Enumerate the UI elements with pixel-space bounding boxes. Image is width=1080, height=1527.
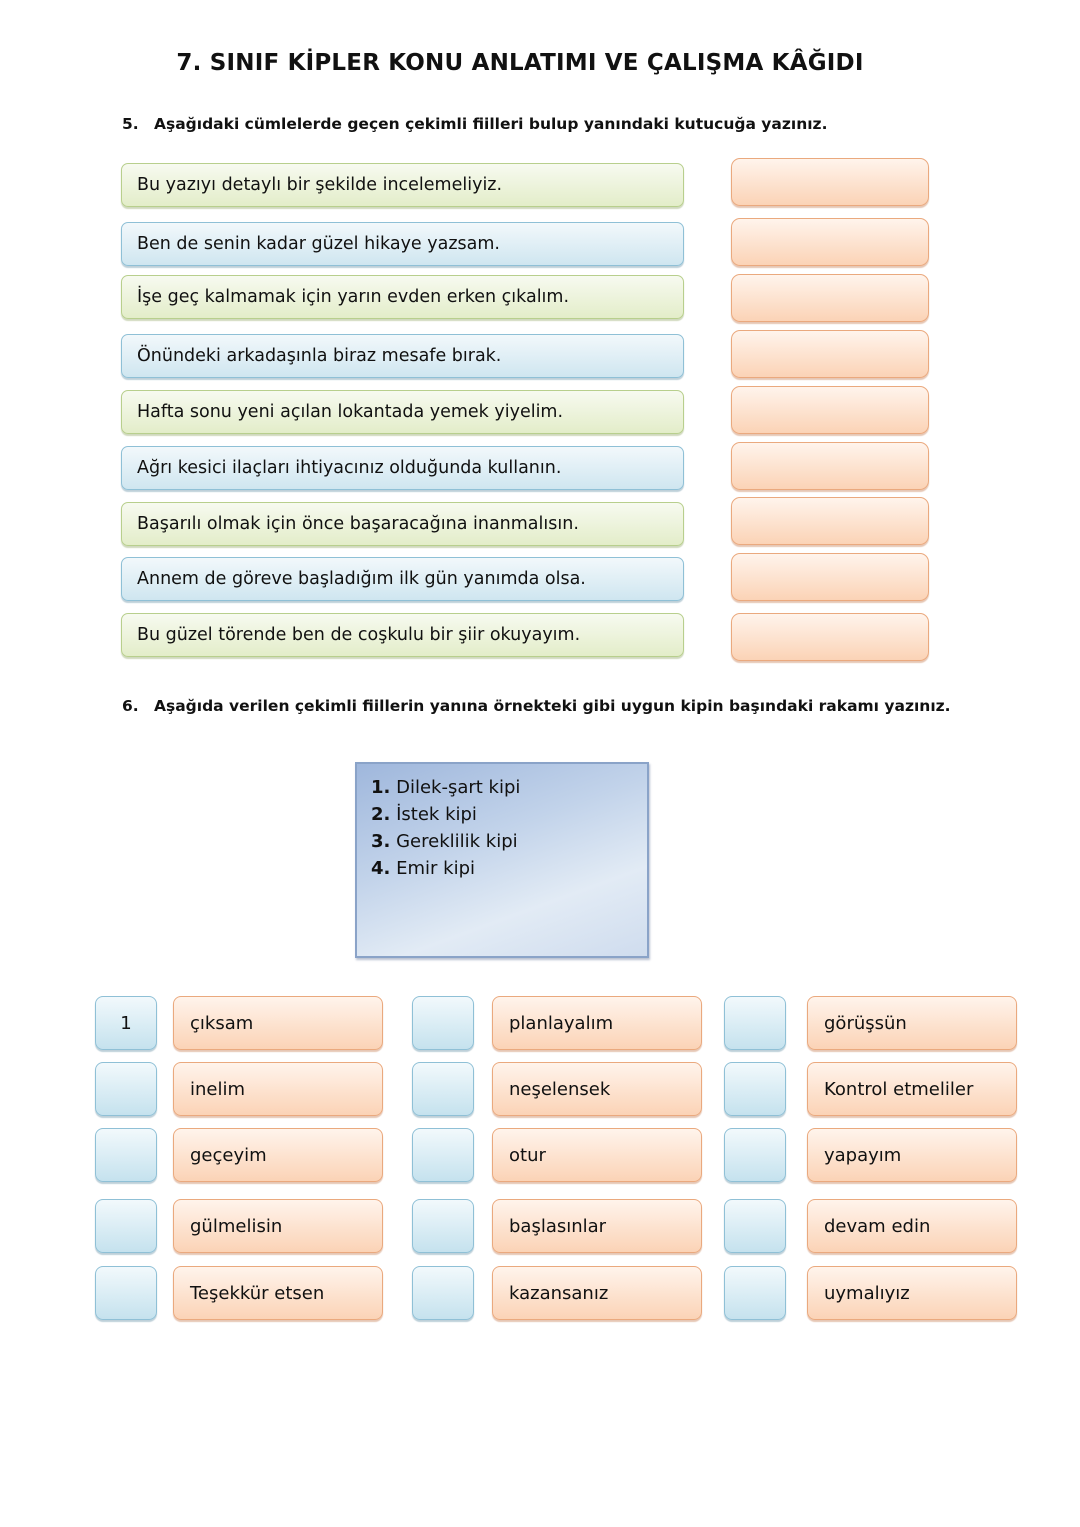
legend-label: Dilek-şart kipi — [396, 777, 521, 798]
verb-box: gülmelisin — [173, 1199, 383, 1253]
number-answer-box[interactable] — [95, 1128, 157, 1182]
verb-box: inelim — [173, 1062, 383, 1116]
sentence-text: Annem de göreve başladığım ilk gün yanımda olsa. — [137, 569, 586, 589]
number-answer-box[interactable] — [412, 996, 474, 1050]
legend-number: 2. — [371, 804, 391, 825]
number-answer-box[interactable] — [412, 1199, 474, 1253]
sentence-text: İşe geç kalmamak için yarın evden erken çıkalım. — [137, 287, 570, 307]
number-answer-box[interactable] — [95, 1266, 157, 1320]
sentence-text: Bu güzel törende ben de coşkulu bir şiir okuyayım. — [137, 625, 581, 645]
page-title: 7. SINIF KİPLER KONU ANLATIMI VE ÇALIŞMA KÂĞIDI — [176, 50, 864, 76]
verb-box: devam edin — [807, 1199, 1017, 1253]
number-answer-box[interactable]: 1 — [95, 996, 157, 1050]
sentence-box — [121, 222, 684, 266]
legend-label: Gereklilik kipi — [396, 831, 518, 852]
answer-input-box[interactable] — [731, 553, 929, 601]
sentence-box — [121, 163, 684, 207]
number-answer-box[interactable] — [724, 996, 786, 1050]
answer-input-box[interactable] — [731, 497, 929, 545]
number-answer-box[interactable] — [724, 1266, 786, 1320]
legend-number: 1. — [371, 777, 391, 798]
verb-box: neşelensek — [492, 1062, 702, 1116]
question-5-prompt — [122, 115, 827, 133]
answer-input-box[interactable] — [731, 386, 929, 434]
sentence-box — [121, 557, 684, 601]
legend-item — [371, 801, 633, 828]
sentence-text: Başarılı olmak için önce başaracağına inanmalısın. — [137, 514, 579, 534]
sentence-text: Ben de senin kadar güzel hikaye yazsam. — [137, 234, 500, 254]
number-answer-box[interactable] — [412, 1062, 474, 1116]
verb-box: planlayalım — [492, 996, 702, 1050]
verb-box: Teşekkür etsen — [173, 1266, 383, 1320]
sentence-text: Hafta sonu yeni açılan lokantada yemek yiyelim. — [137, 402, 564, 422]
sentence-box — [121, 390, 684, 434]
legend-label: İstek kipi — [396, 804, 477, 825]
question-5-number: 5. — [122, 115, 139, 133]
question-5-text: Aşağıdaki cümlelerde geçen çekimli fiilleri bulup yanındaki kutucuğa yazınız. — [154, 115, 828, 133]
question-6-number: 6. — [122, 697, 139, 715]
answer-input-box[interactable] — [731, 613, 929, 661]
number-answer-box[interactable] — [412, 1266, 474, 1320]
mood-legend-box — [355, 762, 649, 958]
verb-box: uymalıyız — [807, 1266, 1017, 1320]
verb-box: kazansanız — [492, 1266, 702, 1320]
legend-number: 3. — [371, 831, 391, 852]
answer-input-box[interactable] — [731, 442, 929, 490]
number-answer-box[interactable] — [412, 1128, 474, 1182]
legend-item — [371, 774, 633, 801]
sentence-box — [121, 446, 684, 490]
legend-label: Emir kipi — [396, 858, 475, 879]
question-6-text: Aşağıda verilen çekimli fiillerin yanına örnekteki gibi uygun kipin başındaki rakamı yazınız. — [154, 697, 951, 715]
sentence-box — [121, 275, 684, 319]
answer-input-box[interactable] — [731, 330, 929, 378]
number-answer-box[interactable] — [95, 1199, 157, 1253]
sentence-text: Önündeki arkadaşınla biraz mesafe bırak. — [137, 346, 502, 366]
legend-item — [371, 828, 633, 855]
sentence-box — [121, 613, 684, 657]
verb-box: yapayım — [807, 1128, 1017, 1182]
verb-box: geçeyim — [173, 1128, 383, 1182]
sentence-text: Ağrı kesici ilaçları ihtiyacınız olduğunda kullanın. — [137, 458, 562, 478]
number-answer-box[interactable] — [95, 1062, 157, 1116]
verb-box: çıksam — [173, 996, 383, 1050]
number-answer-box[interactable] — [724, 1199, 786, 1253]
legend-number: 4. — [371, 858, 391, 879]
legend-item — [371, 855, 633, 882]
verb-box: otur — [492, 1128, 702, 1182]
answer-input-box[interactable] — [731, 274, 929, 322]
verb-box: Kontrol etmeliler — [807, 1062, 1017, 1116]
answer-input-box[interactable] — [731, 218, 929, 266]
number-answer-box[interactable] — [724, 1062, 786, 1116]
verb-box: görüşsün — [807, 996, 1017, 1050]
sentence-box — [121, 334, 684, 378]
answer-input-box[interactable] — [731, 158, 929, 206]
question-6-prompt — [122, 697, 951, 715]
sentence-text: Bu yazıyı detaylı bir şekilde incelemeliyiz. — [137, 175, 503, 195]
sentence-box — [121, 502, 684, 546]
number-answer-box[interactable] — [724, 1128, 786, 1182]
verb-box: başlasınlar — [492, 1199, 702, 1253]
